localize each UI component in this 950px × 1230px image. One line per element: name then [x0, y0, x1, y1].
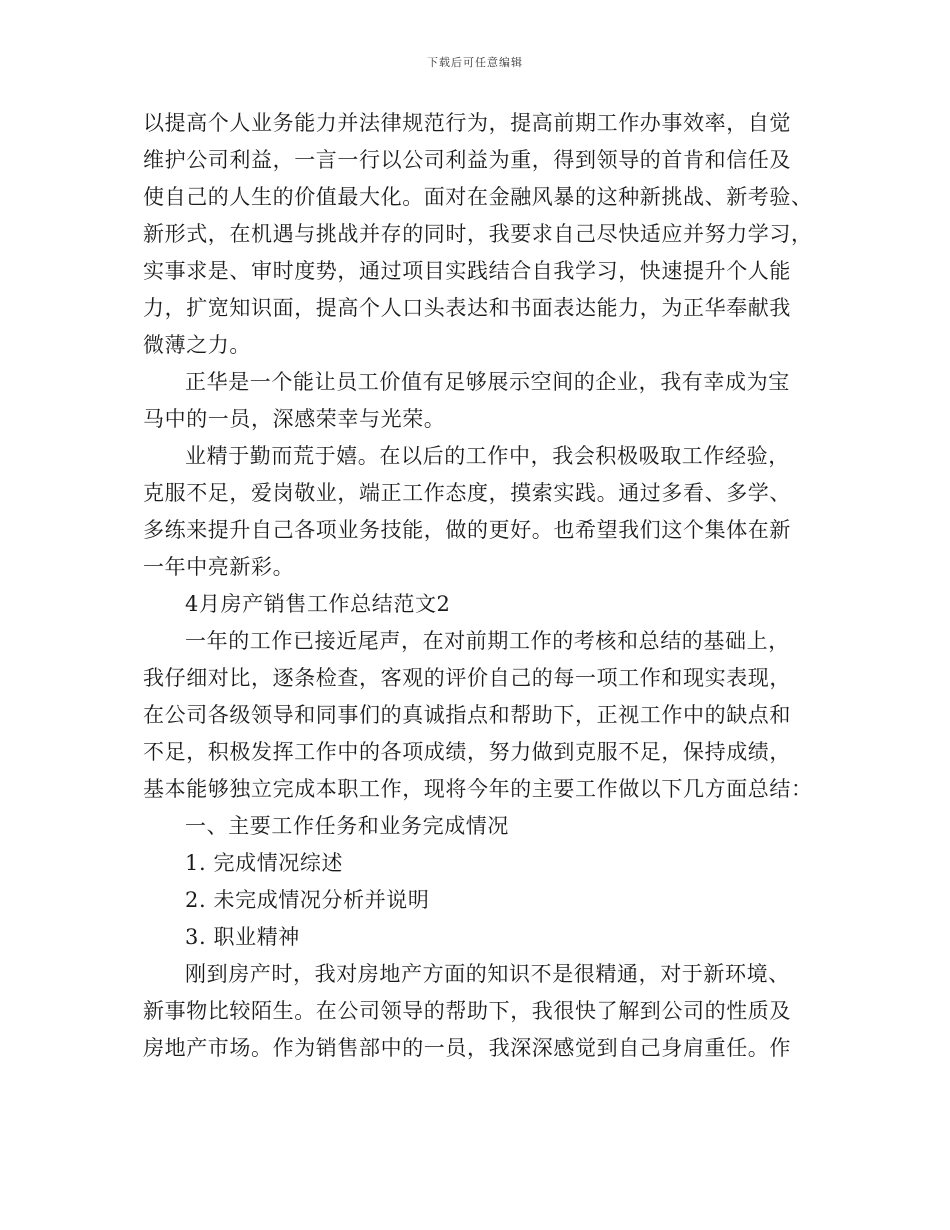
text-line: 刚到房产时，我对房地产方面的知识不是很精通，对于新环境、 — [185, 962, 790, 986]
text-line: 4月房产销售工作总结范文2 — [185, 592, 451, 616]
text-line: 以提高个人业务能力并法律规范行为，提高前期工作办事效率，自觉 — [143, 111, 791, 135]
text-line: 新事物比较陌生。在公司领导的帮助下，我很快了解到公司的性质及 — [143, 999, 791, 1023]
text-line: 马中的一员，深感荣幸与光荣。 — [143, 407, 446, 431]
page-header: 下载后可任意编辑 — [427, 56, 523, 69]
text-line: 一年中亮新彩。 — [143, 555, 295, 579]
text-line: 在公司各级领导和同事们的真诚指点和帮助下，正视工作中的缺点和 — [143, 703, 791, 727]
text-line: 正华是一个能让员工价值有足够展示空间的企业，我有幸成为宝 — [185, 370, 790, 394]
document-body — [143, 105, 813, 1067]
text-line: 不足，积极发挥工作中的各项成绩，努力做到克服不足，保持成绩， — [143, 740, 791, 764]
text-line: 使自己的人生的价值最大化。面对在金融风暴的这种新挑战、新考验、 — [143, 185, 813, 209]
text-line: 房地产市场。作为销售部中的一员，我深深感觉到自己身肩重任。作 — [143, 1036, 791, 1060]
text-line: 业精于勤而荒于嬉。在以后的工作中，我会积极吸取工作经验， — [185, 444, 790, 468]
text-line: 2. 未完成情况分析并说明 — [185, 888, 430, 912]
text-line: 1. 完成情况综述 — [185, 851, 344, 875]
text-line: 一、主要工作任务和业务完成情况 — [185, 814, 509, 838]
text-line: 新形式，在机遇与挑战并存的同时，我要求自己尽快适应并努力学习， — [143, 222, 813, 246]
text-line: 力，扩宽知识面，提高个人口头表达和书面表达能力，为正华奉献我 — [143, 296, 791, 320]
text-line: 一年的工作已接近尾声，在对前期工作的考核和总结的基础上， — [185, 629, 790, 653]
text-line: 我仔细对比，逐条检查，客观的评价自己的每一项工作和现实表现， — [143, 666, 791, 690]
text-line: 实事求是、审时度势，通过项目实践结合自我学习，快速提升个人能 — [143, 259, 791, 283]
text-line: 克服不足，爱岗敬业，端正工作态度，摸索实践。通过多看、多学、 — [143, 481, 791, 505]
text-line: 多练来提升自己各项业务技能，做的更好。也希望我们这个集体在新 — [143, 518, 791, 542]
text-line: 3. 职业精神 — [185, 925, 300, 949]
text-line: 维护公司利益，一言一行以公司利益为重，得到领导的首肯和信任及 — [143, 148, 791, 172]
text-line: 微薄之力。 — [143, 333, 251, 357]
text-line: 基本能够独立完成本职工作，现将今年的主要工作做以下几方面总结： — [143, 777, 813, 801]
